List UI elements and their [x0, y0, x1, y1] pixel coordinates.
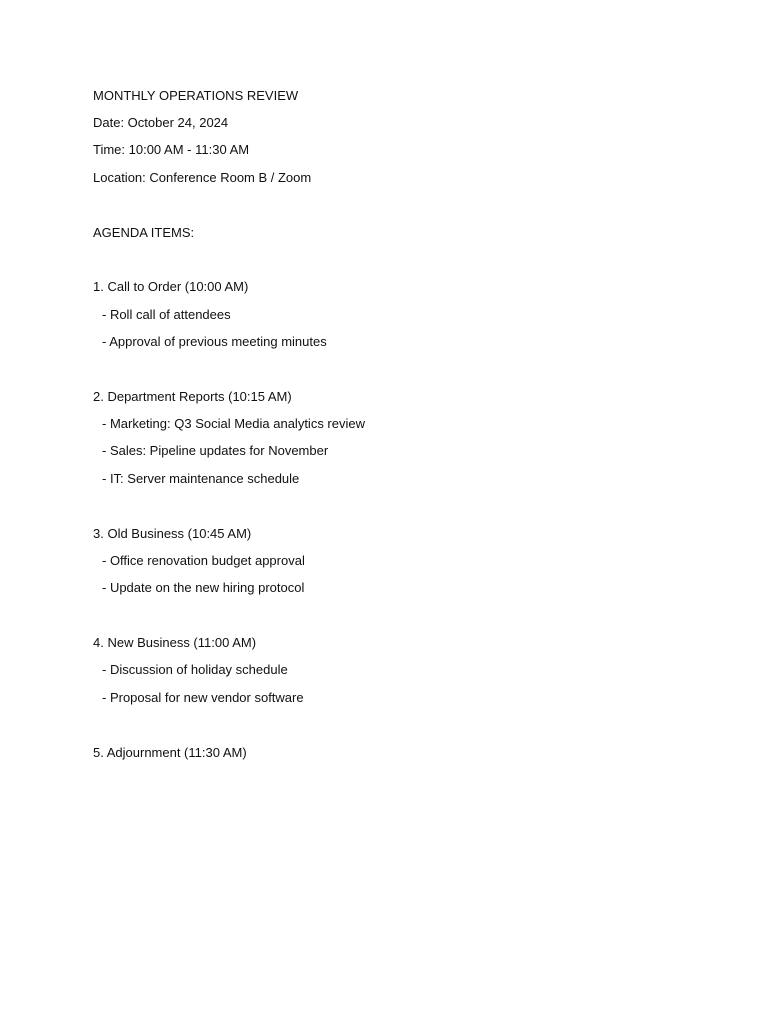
agenda-subitem: - IT: Server maintenance schedule [102, 471, 300, 486]
agenda-subitem: - Proposal for new vendor software [102, 690, 304, 705]
agenda-subitem: - Sales: Pipeline updates for November [102, 443, 329, 458]
agenda-subitem: - Roll call of attendees [102, 307, 231, 322]
agenda-heading: AGENDA ITEMS: [93, 225, 195, 240]
meeting-location: Location: Conference Room B / Zoom [93, 170, 312, 185]
agenda-item-heading: 1. Call to Order (10:00 AM) [93, 279, 249, 294]
agenda-item-heading: 4. New Business (11:00 AM) [93, 635, 257, 650]
meeting-date: Date: October 24, 2024 [93, 115, 229, 130]
agenda-subitem: - Marketing: Q3 Social Media analytics review [102, 416, 365, 431]
agenda-subitem: - Approval of previous meeting minutes [102, 334, 327, 349]
agenda-item-heading: 2. Department Reports (10:15 AM) [93, 389, 292, 404]
agenda-subitem: - Update on the new hiring protocol [102, 580, 305, 595]
agenda-subitem: - Office renovation budget approval [102, 553, 305, 568]
agenda-item-heading: 3. Old Business (10:45 AM) [93, 526, 252, 541]
agenda-item-heading: 5. Adjournment (11:30 AM) [93, 745, 247, 760]
agenda-subitem: - Discussion of holiday schedule [102, 662, 288, 677]
meeting-time: Time: 10:00 AM - 11:30 AM [93, 142, 250, 157]
document-title: MONTHLY OPERATIONS REVIEW [93, 88, 299, 103]
